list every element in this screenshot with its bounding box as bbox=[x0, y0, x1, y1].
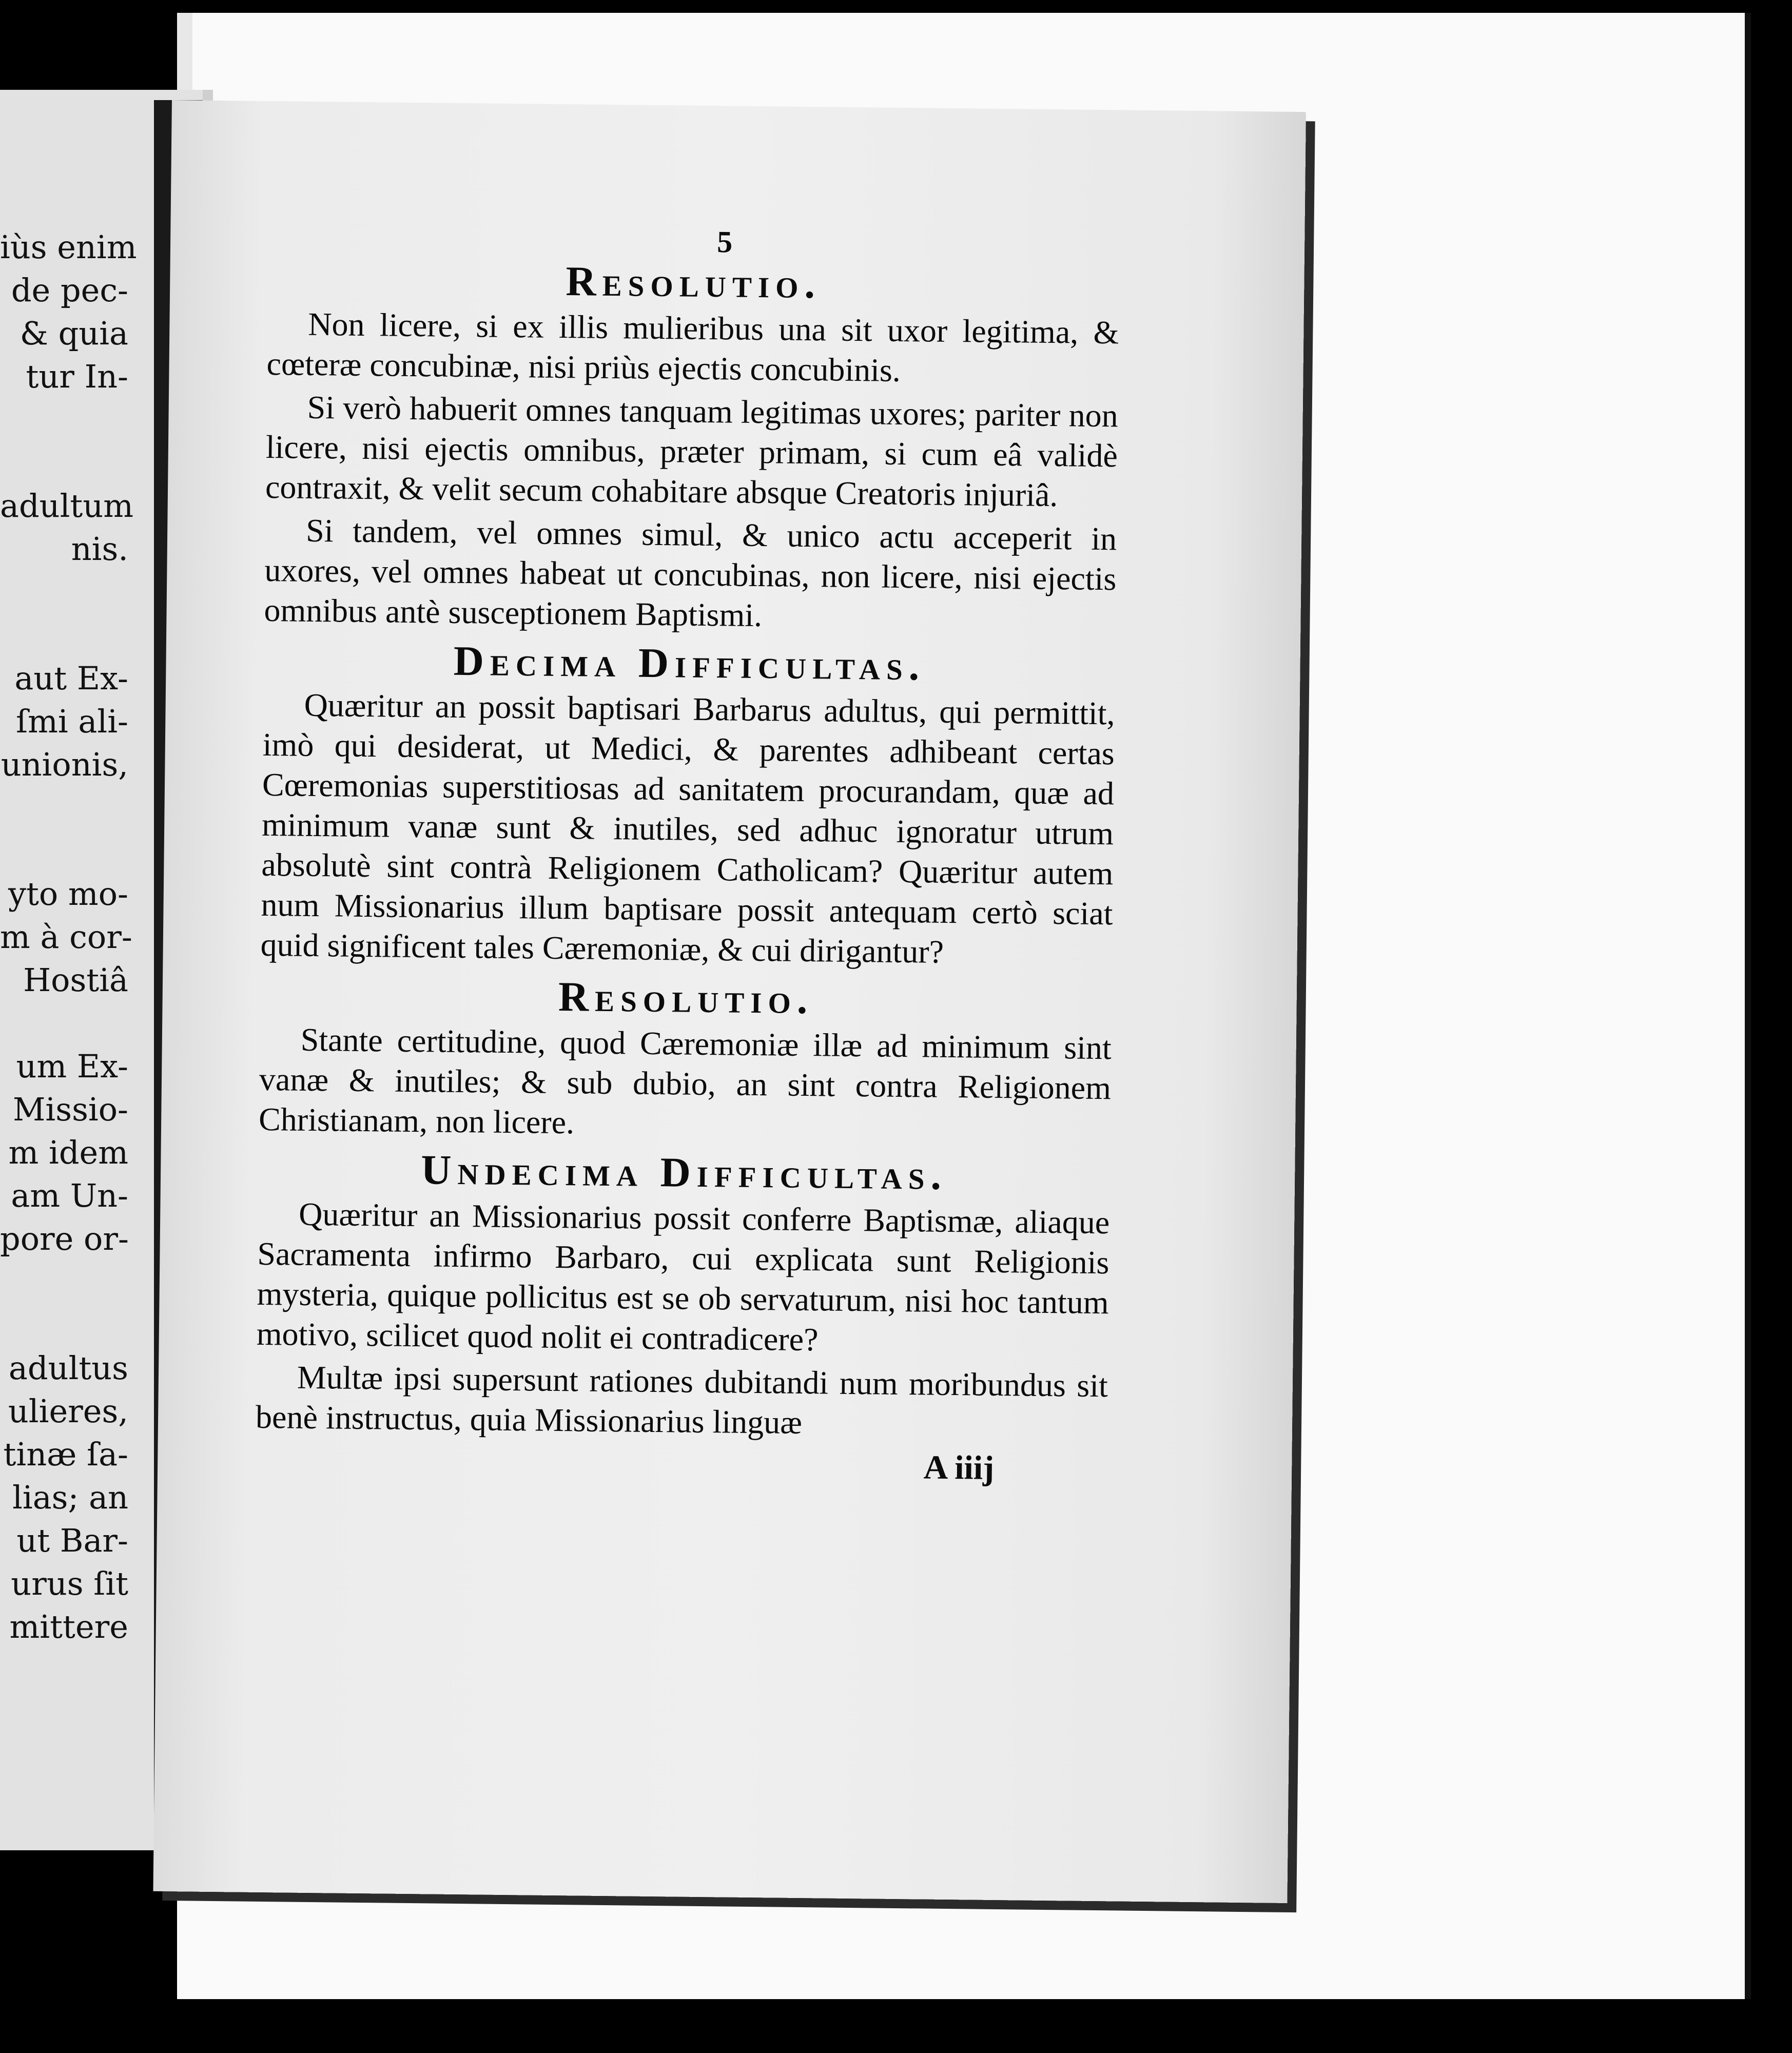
mount-right-edge bbox=[1745, 13, 1751, 1999]
left-page-text-fragments bbox=[0, 226, 137, 1649]
left-page-line bbox=[0, 441, 128, 485]
left-page-line: ulieres, bbox=[8, 1392, 128, 1430]
left-page-line: Missio- bbox=[12, 1091, 128, 1128]
signature-mark: A iiij bbox=[923, 1448, 995, 1487]
section-heading-resolutio-1: Resolutio. bbox=[566, 258, 822, 307]
left-page-line bbox=[0, 1002, 128, 1045]
left-page-line: mittere bbox=[9, 1608, 128, 1645]
section-heading-resolutio-2: Resolutio. bbox=[558, 973, 814, 1023]
left-page-line bbox=[0, 1304, 128, 1347]
left-page-line: ſmi ali- bbox=[16, 703, 128, 740]
left-page-line: m à cor- bbox=[0, 918, 132, 956]
section-heading-decima-difficultas: Decima Difficultas. bbox=[453, 637, 926, 689]
left-page-line: am Un- bbox=[11, 1177, 128, 1214]
paragraph: Si tandem, vel omnes simul, & unico actu acceperit in uxores, vel omnes habeat ut concubinas, non licere, nisi ejectis omnibus antè susceptionem Baptismi. bbox=[264, 512, 1117, 634]
left-page-line: urus ſit bbox=[11, 1565, 128, 1602]
left-page-line: tinæ ſa- bbox=[3, 1436, 128, 1473]
left-page-line: nis. bbox=[71, 530, 128, 568]
left-page-line: iùs enim bbox=[0, 228, 137, 266]
left-page-line: lias; an bbox=[12, 1479, 128, 1516]
left-page-line bbox=[0, 1261, 128, 1304]
left-page-line: adultus bbox=[8, 1349, 128, 1387]
left-page-line: m idem bbox=[8, 1134, 128, 1171]
left-page-line: aut Ex- bbox=[14, 660, 128, 697]
left-page-line: adultum bbox=[0, 487, 134, 525]
left-page-line: & quia bbox=[20, 315, 128, 352]
left-page-line: ut Bar- bbox=[16, 1522, 128, 1559]
left-page-line: tur In- bbox=[26, 358, 128, 395]
left-page-line: unionis, bbox=[1, 746, 128, 783]
left-page-line bbox=[0, 571, 128, 614]
left-page-line bbox=[0, 398, 128, 441]
left-page-line bbox=[0, 786, 128, 829]
left-page-line: de pec- bbox=[11, 272, 128, 309]
left-page-line: um Ex- bbox=[16, 1048, 128, 1085]
scan-bottom-border bbox=[0, 1999, 1792, 2053]
paragraph: Quæritur an Missionarius possit conferre Baptismæ, aliaque Sacramenta infirmo Barbaro, cui explicata sunt Religionis mysteria, quique pollicitus est se ob servaturum, nisi hoc tantum motivo, scilicet quod nolit ei contradicere? bbox=[256, 1195, 1110, 1358]
left-page-line bbox=[0, 614, 128, 657]
left-page-line bbox=[0, 829, 128, 873]
main-page bbox=[153, 100, 1306, 1903]
paragraph: Multæ ipsi supersunt rationes dubitandi num moribundus sit benè instructus, quia Missionarius linguæ bbox=[255, 1359, 1108, 1441]
left-page-line: pore or- bbox=[0, 1220, 129, 1257]
section-heading-undecima-difficultas: Undecima Difficultas. bbox=[420, 1146, 948, 1198]
page-number: 5 bbox=[716, 225, 733, 259]
left-page-line: Hostiâ bbox=[23, 961, 128, 999]
page-content bbox=[255, 222, 1120, 1490]
paragraph: Quæritur an possit baptisari Barbarus adultus, qui permittit, imò qui desiderat, ut Medici, & parentes adhibeant certas Cœremonias superstitiosas ad sanitatem procurandam, quæ ad minimum vanæ sunt & inutiles, sed adhuc ignoratur utrum absolutè sint contrà Religionem Catholicam? Quæritur autem num Missionarius illum baptisare possit antequam certò sciat quid significent tales Cæremoniæ, & cui dirigantur? bbox=[260, 686, 1115, 970]
left-page-line: yto mo- bbox=[8, 875, 128, 913]
paragraph: Si verò habuerit omnes tanquam legitimas uxores; pariter non licere, nisi ejectis omnibus, præter primam, si cum eâ validè contraxit, & velit secum cohabitare absque Creatoris injuriâ. bbox=[265, 389, 1119, 514]
paragraph: Stante certitudine, quod Cæremoniæ illæ ad minimum sint vanæ & inutiles; & sub dubio, an sint contra Religionem Christianam, non licere. bbox=[258, 1021, 1112, 1141]
paragraph: Non licere, si ex illis mulieribus una sit uxor legitima, & cœteræ concubinæ, nisi priùs ejectis concubinis. bbox=[266, 305, 1119, 389]
